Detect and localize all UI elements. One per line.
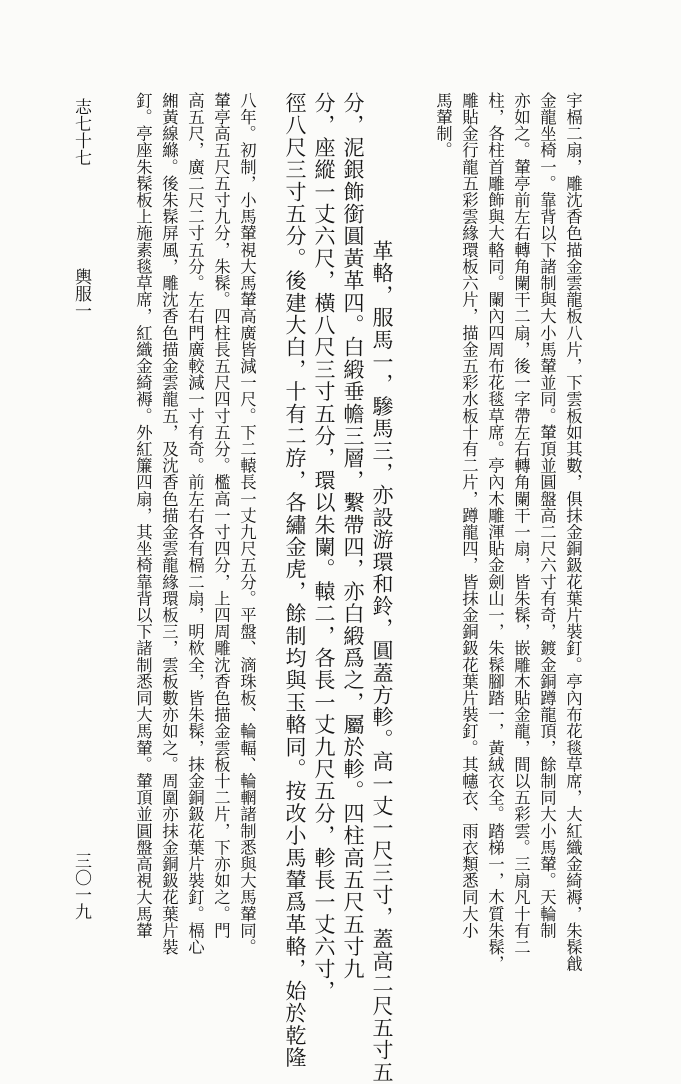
header-page-number: 三〇一九 [71, 852, 91, 920]
text-column-10: 徑八尺三寸五分。後建大白，十有二斿，各繡金虎，餘制均與玉輅同。按改小馬輦爲革輅，始於乾隆 [283, 92, 307, 1069]
text-column-6: 馬輦制。 [433, 92, 453, 159]
text-column-5: 雕貼金行龍五彩雲緣環板六片，描金五彩水板十有二片，蹲龍四，皆抹金銅鈒花葉片裝釘。其幰衣、雨衣類悉同大小 [459, 92, 479, 939]
text-column-2: 金龍坐椅一。靠背以下諸制與大小馬輦並同。輦頂並圓盤高二尺六寸有奇，鍍金銅蹲龍頂，餘制同大小馬輦。天輪制 [537, 92, 557, 939]
text-column-13: 高五尺，廣二尺二寸五分。左右門廣較減一寸有奇。前左右各有槅二扇，明栨全，皆朱髹，抹金銅鈒花葉片裝釘。槅心 [185, 92, 205, 956]
text-column-11: 八年。初制，小馬輦視大馬輦高廣皆減一尺。下二轅長一丈九尺五分。平盤、滴珠板、輪輻、輪輞諸制悉與大馬輦同。 [237, 92, 257, 956]
text-column-15: 釘。亭座朱髹板上施素毯草席，紅織金綺褥。外紅簾四扇，其坐椅靠背以下諸制悉同大馬輦。輦頂並圓盤高視大馬輦 [133, 92, 153, 939]
header-section: 輿服一 [71, 268, 91, 319]
header-chapter: 志七十七 [71, 98, 91, 166]
text-column-7: 革輅，服馬一，驂馬三，亦設游環和鈴，圓蓋方軫。高一丈一尺三寸，蓋高二尺五寸五 [370, 240, 394, 1084]
text-column-9: 分，座縱一丈六尺，橫八尺三寸五分，環以朱闌。轅二，各長一丈九尺五分，軫長一丈六寸， [312, 92, 336, 1003]
text-column-1: 宇槅二扇，雕沈香色描金雲龍板八片，下雲板如其數，俱抹金銅鈒花葉片裝釘。亭內布花毯草席，大紅織金綺褥，朱髹戧 [563, 92, 583, 972]
text-column-12: 輦亭高五尺五寸九分，朱髹。四柱長五尺四寸五分。檻高一寸四分，上四周雕沈香色描金雲板十二片，下亦如之。門 [211, 92, 231, 939]
text-column-8: 分，泥銀飾銜圓黃革四。白緞垂幨三層，繫帶四，亦白緞爲之，屬於軫。四柱高五尺五寸九 [341, 92, 365, 980]
text-column-4: 柱，各柱首雕飾與大輅同。闌內四周布花毯草席。亭內木雕渾貼金劍山一，朱髹腳踏一，黃絨衣全。踏梯一，木質朱髹， [485, 92, 505, 972]
text-column-3: 亦如之。輦亭前左右轉角闌干二扇，後一字帶左右轉角闌干一扇，皆朱髹，嵌雕木貼金龍，間以五彩雲。三扇凡十有二 [511, 92, 531, 956]
text-column-14: 緗黃線縧。後朱髹屏風，雕沈香色描金雲龍五，及沈香色描金雲龍緣環板三，雲板數亦如之。周圍亦抹金銅鈒花葉片裝 [159, 92, 179, 956]
